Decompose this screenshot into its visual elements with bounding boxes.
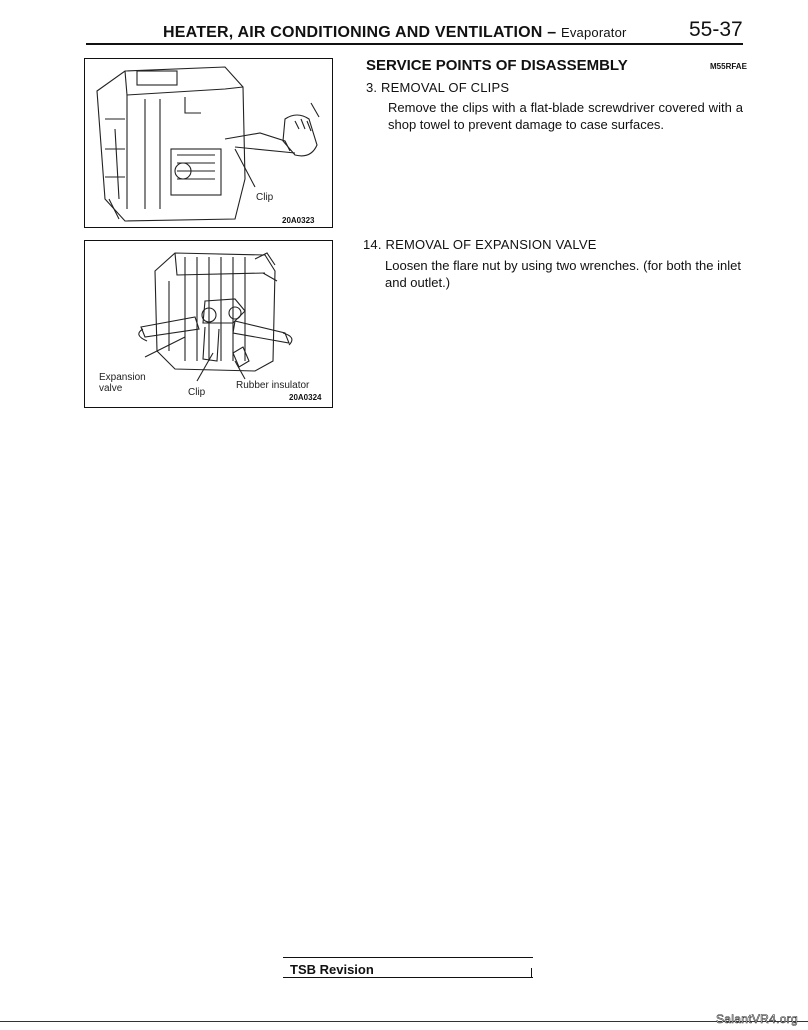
step-title-removal-of-clips: 3. REMOVAL OF CLIPS [366, 80, 510, 95]
page-header-title [163, 24, 627, 42]
label-expansion-valve [99, 372, 146, 394]
figure-expansion-valve [84, 240, 333, 408]
header-subtitle: Evaporator [560, 25, 627, 40]
label-clip: Clip [256, 192, 274, 203]
label-expansion-line2: valve [99, 383, 123, 394]
step-body-removal-of-clips: Remove the clips with a flat-blade screwdriver covered with a shop towel to prevent damage to case surfaces. [388, 100, 743, 132]
section-code: M55RFAE [710, 62, 747, 71]
watermark: SalantVR4.org [716, 1012, 798, 1026]
header-rule [86, 43, 743, 45]
tsb-box-tick [531, 968, 532, 978]
page-number: 55-37 [689, 18, 743, 41]
section-heading: SERVICE POINTS OF DISASSEMBLY [366, 57, 628, 74]
header-title-text: HEATER, AIR CONDITIONING AND VENTILATION – [163, 24, 557, 41]
tsb-box-bottom-rule [283, 977, 533, 978]
step-title-removal-of-expansion-valve: 14. REMOVAL OF EXPANSION VALVE [363, 237, 597, 252]
label-clip: Clip [188, 387, 206, 398]
step-body-removal-of-expansion-valve: Loosen the flare nut by using two wrenches. (for both the inlet and outlet.) [385, 258, 741, 290]
tsb-revision-label: TSB Revision [290, 962, 374, 977]
figure-code: 20A0324 [289, 393, 322, 402]
figure-code: 20A0323 [282, 216, 315, 225]
evaporator-clip-illustration [85, 59, 332, 227]
footer-rule [0, 1021, 808, 1022]
tsb-box-top-rule [283, 957, 533, 958]
label-expansion-line1: Expansion [99, 372, 146, 383]
figure-clip-removal [84, 58, 333, 228]
label-rubber-insulator: Rubber insulator [236, 380, 310, 391]
